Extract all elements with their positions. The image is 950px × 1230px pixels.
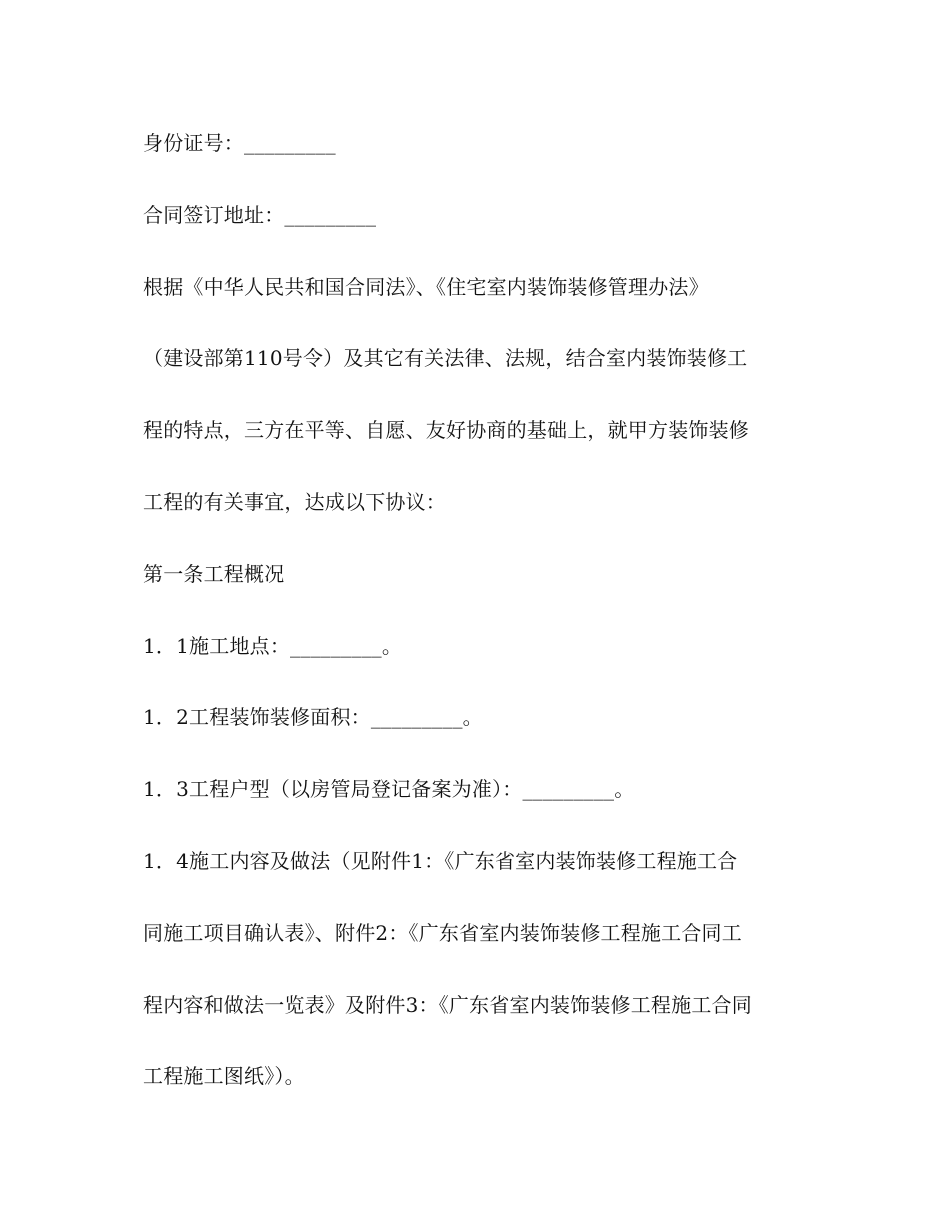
- clause-1-4-line-4: 工程施工图纸》）。: [143, 1064, 305, 1089]
- preamble-line-3: 程的特点，三方在平等、自愿、友好协商的基础上，就甲方装饰装修: [143, 418, 749, 443]
- id-number-line: 身份证号：_________: [143, 131, 336, 155]
- clause-1-1: 1．1施工地点：_________。: [143, 633, 403, 658]
- preamble-line-4: 工程的有关事宜，达成以下协议：: [143, 489, 446, 514]
- clause-1-4-line-1: 1．4施工内容及做法（见附件1：《广东省室内装饰装修工程施工合: [143, 848, 738, 873]
- contract-address-line: 合同签订地址：_________: [143, 202, 377, 227]
- clause-1-4-line-3: 程内容和做法一览表》及附件3：《广东省室内装饰装修工程施工合同: [143, 992, 752, 1017]
- preamble-line-1: 根据《中华人民共和国合同法》、《住宅室内装饰装修管理办法》: [143, 274, 709, 299]
- clause-1-4-line-2: 同施工项目确认表》、附件2：《广东省室内装饰装修工程施工合同工: [143, 920, 742, 945]
- document-body: [143, 125, 823, 1130]
- clause-1-2: 1．2工程装饰装修面积：_________。: [143, 705, 483, 730]
- article-1-heading: 第一条工程概况: [143, 561, 285, 586]
- clause-1-3: 1．3工程户型（以房管局登记备案为准）：_________。: [143, 777, 635, 802]
- preamble-line-2: （建设部第110号令）及其它有关法律、法规，结合室内装饰装修工: [143, 346, 748, 371]
